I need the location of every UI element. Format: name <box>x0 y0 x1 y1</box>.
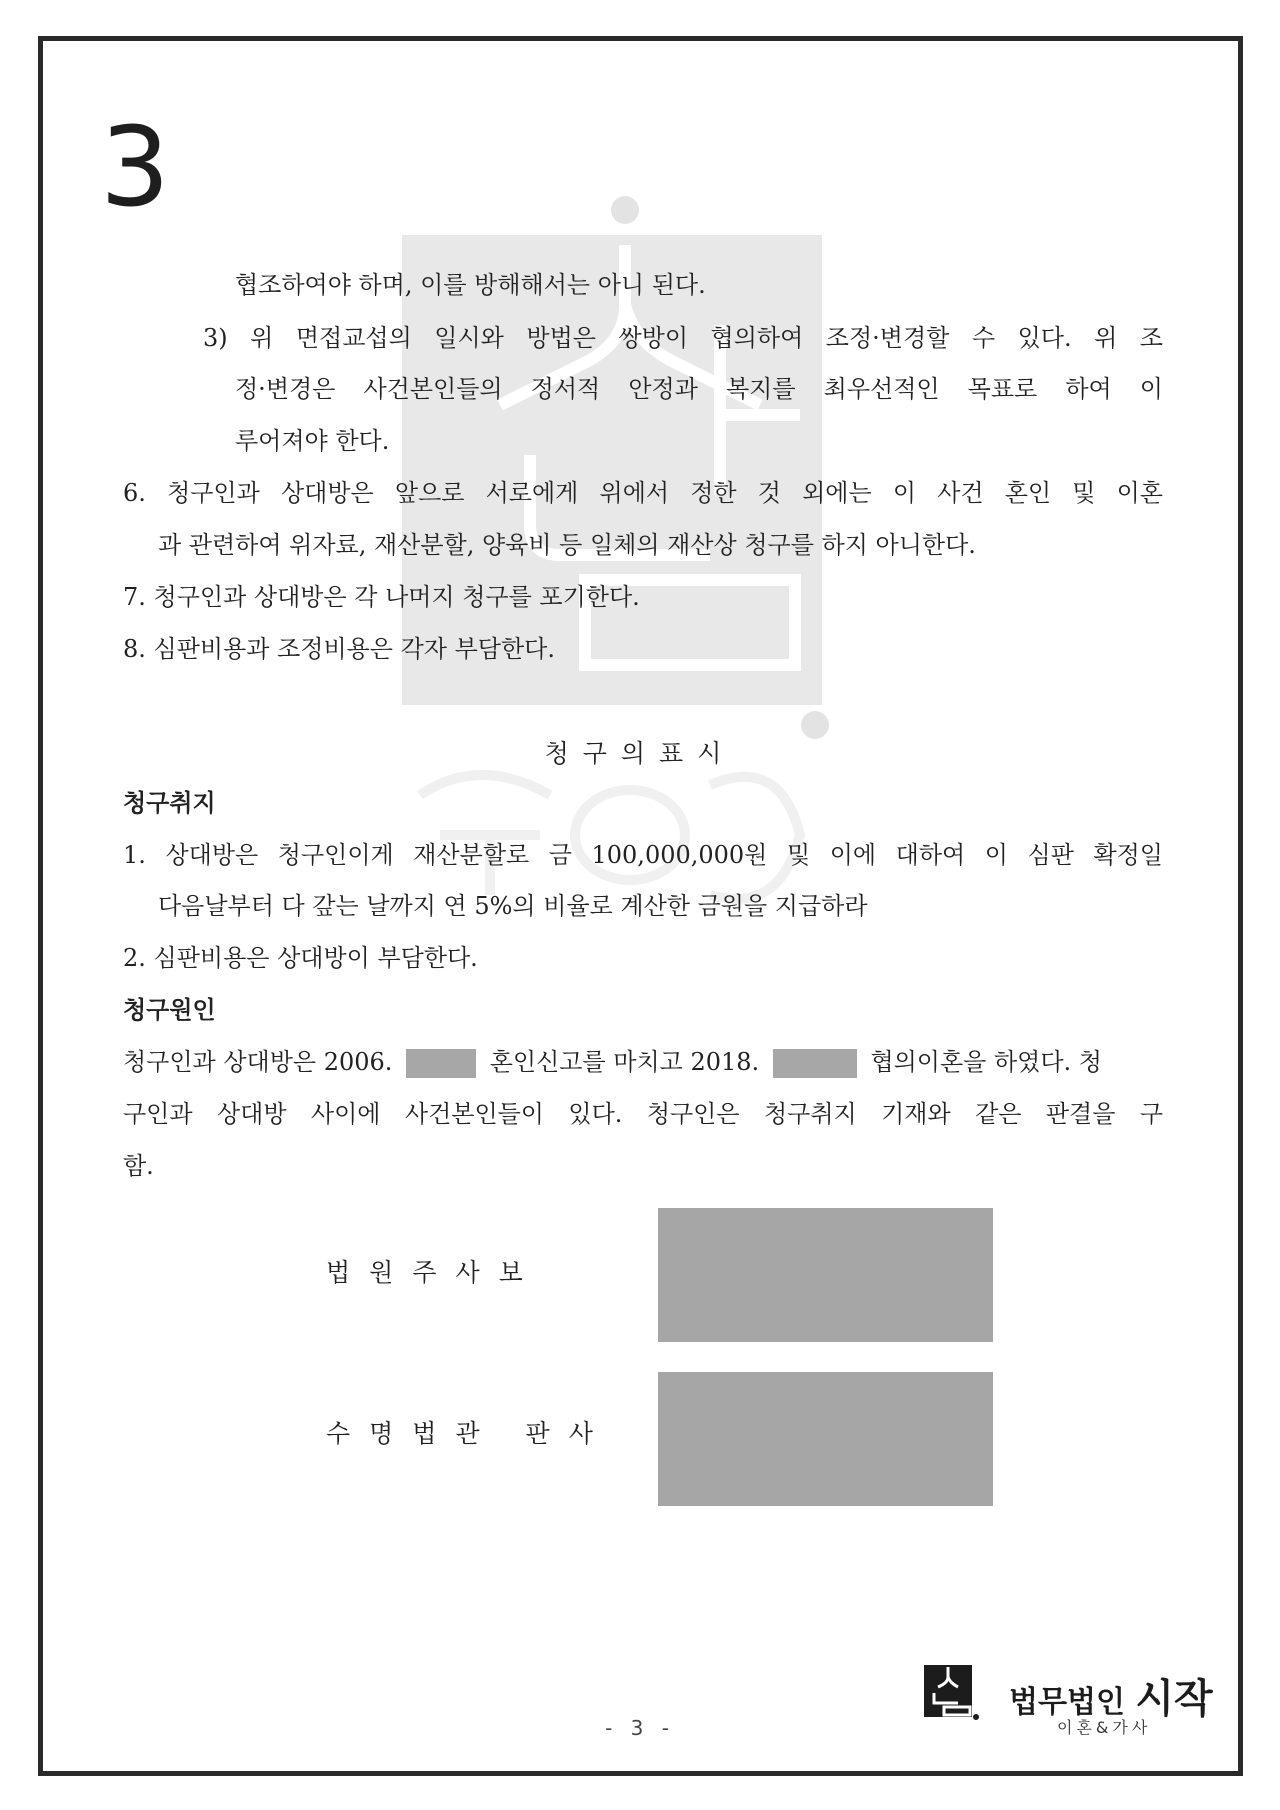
cause-line-1-part-c: 협의이혼을 하였다. 청 <box>870 1048 1102 1076</box>
cause-line-1-part-b: 혼인신고를 마치고 2018. <box>489 1048 760 1076</box>
cause-line-3: 함. <box>123 1152 154 1180</box>
judge-label: 수명법관 판사 <box>326 1419 612 1448</box>
purpose-line-3: 2. 심판비용은 상대방이 부담한다. <box>123 944 478 972</box>
body-line-6: 과 관련하여 위자료, 재산분할, 양육비 등 일체의 재산상 청구를 하지 아니한다. <box>158 531 976 559</box>
redaction-box <box>406 1049 476 1078</box>
claim-title: 청구의표시 <box>544 739 736 768</box>
firm-subtitle: 이혼&가사 <box>1057 1718 1152 1737</box>
body-line-2: 3) 위 면접교섭의 일시와 방법은 쌍방이 협의하여 조정·변경할 수 있다. 위 조 <box>203 324 1163 352</box>
body-line-8: 8. 심판비용과 조정비용은 각자 부담한다. <box>123 635 555 663</box>
firm-name-prefix: 법무법인 <box>1009 1685 1125 1720</box>
body-line-3: 정·변경은 사건본인들의 정서적 안정과 복지를 최우선적인 목표로 하여 이 <box>235 375 1163 403</box>
purpose-line-1: 1. 상대방은 청구인이게 재산분할로 금 100,000,000원 및 이에 대하여 이 심판 확정일 <box>123 841 1163 869</box>
purpose-heading: 청구취지 <box>123 789 216 817</box>
body-line-5: 6. 청구인과 상대방은 앞으로 서로에게 위에서 정한 것 외에는 이 사건 혼인 및 이혼 <box>123 479 1163 507</box>
judge-signature-redaction <box>658 1372 993 1506</box>
page-number-large: 3 <box>100 103 170 231</box>
clerk-signature-redaction <box>658 1208 993 1342</box>
body-line-4: 루어져야 한다. <box>235 427 390 455</box>
firm-logo-icon <box>924 1665 980 1721</box>
firm-name-main: 시작 <box>1135 1676 1213 1722</box>
cause-line-1-part-a: 청구인과 상대방은 2006. <box>123 1048 393 1076</box>
cause-heading: 청구원인 <box>123 996 216 1024</box>
body-line-7: 7. 청구인과 상대방은 각 나머지 청구를 포기한다. <box>123 583 640 611</box>
footer-page-number: - 3 - <box>605 1716 675 1740</box>
purpose-line-2: 다음날부터 다 갚는 날까지 연 5%의 비율로 계산한 금원을 지급하라 <box>158 892 868 920</box>
clerk-label: 법원주사보 <box>326 1258 542 1287</box>
firm-logo <box>924 1665 1214 1745</box>
cause-line-2: 구인과 상대방 사이에 사건본인들이 있다. 청구인은 청구취지 기재와 같은 판결을 구 <box>123 1100 1163 1128</box>
body-line-1: 협조하여야 하며, 이를 방해해서는 아니 된다. <box>235 271 706 299</box>
cause-line-1 <box>123 1045 1163 1079</box>
redaction-box <box>773 1049 857 1078</box>
